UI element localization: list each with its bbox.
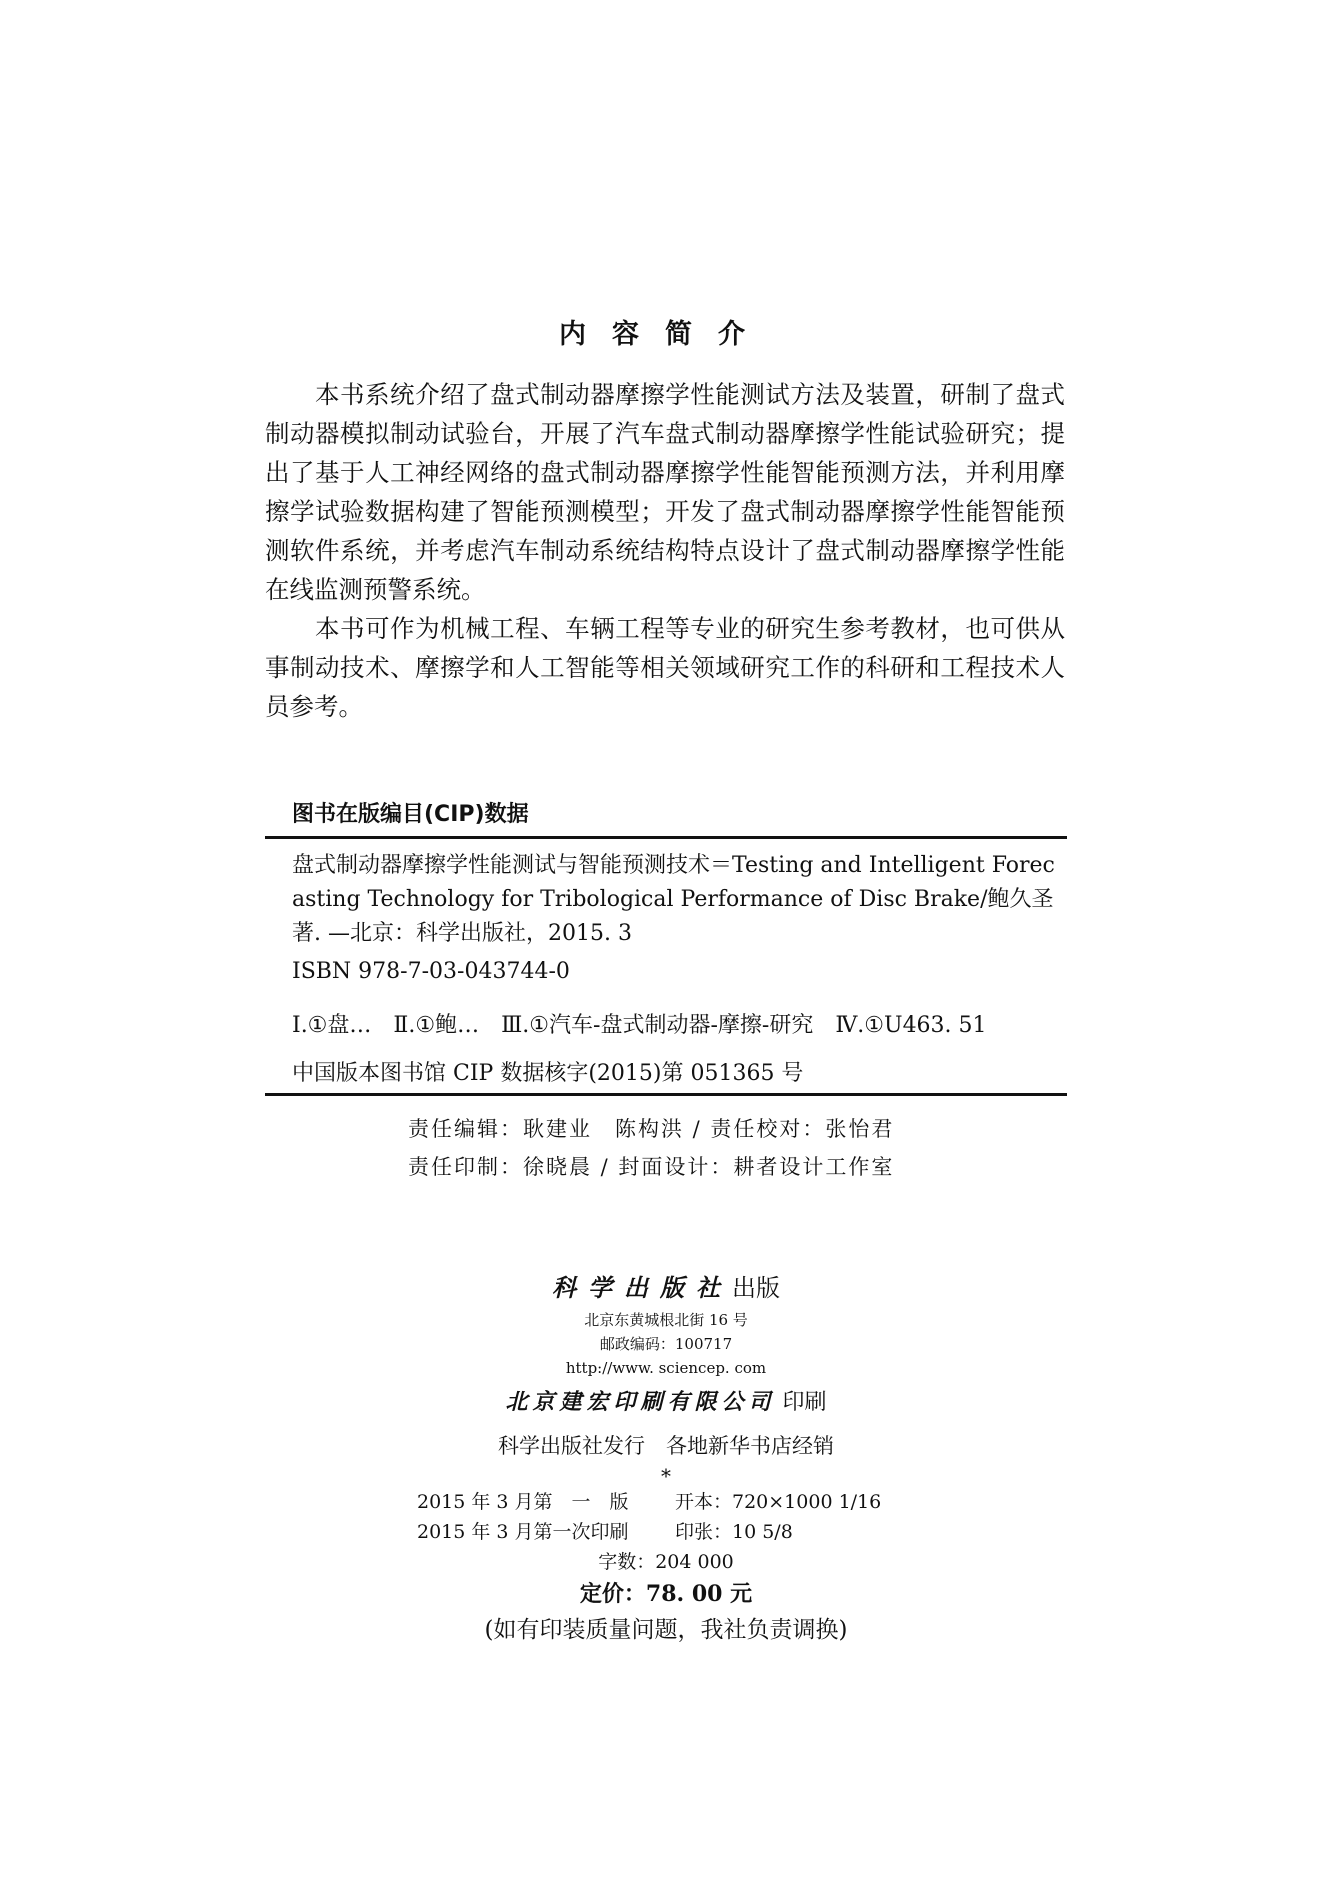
intro-body	[265, 375, 1065, 726]
printer-name: 北京建宏印刷有限公司	[505, 1389, 776, 1415]
publisher-address: 北京东黄城根北街 16 号	[584, 1311, 748, 1329]
staff-line-editors: 责任编辑：耿建业 陈构洪 / 责任校对：张怡君	[408, 1117, 895, 1141]
classification-item: Ⅲ.①汽车-盘式制动器-摩擦-研究	[501, 1013, 814, 1038]
cip-classification	[292, 1009, 1067, 1043]
printing-row	[265, 1517, 1067, 1547]
intro-title: 内容简介	[559, 319, 771, 350]
edition-row	[265, 1487, 1067, 1517]
staff-credits	[408, 1110, 894, 1186]
cip-heading: 图书在版编目(CIP)数据	[292, 802, 529, 827]
edition-info: 2015 年 3 月第 一 版	[417, 1491, 629, 1513]
publisher-name: 科学出版社	[552, 1273, 732, 1302]
publisher-line	[265, 1268, 1067, 1308]
sheets-info: 印张：10 5/8	[675, 1521, 793, 1543]
classification-item: Ⅳ.①U463. 51	[835, 1013, 987, 1038]
price: 定价：78. 00 元	[579, 1581, 753, 1607]
cip-record-number: 中国版本图书馆 CIP 数据核字(2015)第 051365 号	[292, 1061, 804, 1086]
cip-bottom-rule	[265, 1093, 1067, 1096]
word-count: 字数：204 000	[598, 1551, 734, 1573]
imprint-block	[265, 1268, 1067, 1649]
cip-top-rule	[265, 836, 1067, 839]
quality-note: (如有印装质量问题，我社负责调换)	[484, 1617, 848, 1643]
publisher-suffix: 出版	[732, 1274, 780, 1302]
classification-item: Ⅱ.①鲍…	[393, 1013, 480, 1038]
publisher-postcode: 邮政编码：100717	[599, 1335, 733, 1353]
separator-star: *	[661, 1464, 671, 1488]
staff-line-production: 责任印制：徐晓晨 / 封面设计：耕者设计工作室	[408, 1155, 895, 1179]
publisher-website: http://www. sciencep. com	[565, 1359, 767, 1377]
classification-item: Ⅰ.①盘…	[292, 1013, 372, 1038]
printing-info: 2015 年 3 月第一次印刷	[417, 1521, 629, 1543]
format-info: 开本：720×1000 1/16	[675, 1491, 882, 1513]
cip-main-entry: 盘式制动器摩擦学性能测试与智能预测技术＝Testing and Intelligent Forecasting Technology for Tribological Performance of Disc Brake/鲍久圣著. —北京：科学出版社，2015. 3	[292, 853, 1055, 946]
printer-suffix: 印刷	[782, 1390, 827, 1415]
isbn: ISBN 978-7-03-043744-0	[292, 959, 570, 984]
intro-paragraph: 本书可作为机械工程、车辆工程等专业的研究生参考教材，也可供从事制动技术、摩擦学和人工智能等相关领域研究工作的科研和工程技术人员参考。	[265, 614, 1065, 721]
distribution-line: 科学出版社发行 各地新华书店经销	[498, 1434, 834, 1458]
printer-line	[265, 1382, 1067, 1423]
intro-paragraph: 本书系统介绍了盘式制动器摩擦学性能测试方法及装置，研制了盘式制动器模拟制动试验台，开展了汽车盘式制动器摩擦学性能试验研究；提出了基于人工神经网络的盘式制动器摩擦学性能智能预测方法，并利用摩擦学试验数据构建了智能预测模型；开发了盘式制动器摩擦学性能智能预测软件系统，并考虑汽车制动系统结构特点设计了盘式制动器摩擦学性能在线监测预警系统。	[265, 380, 1065, 604]
cip-data-block	[292, 849, 1067, 1091]
